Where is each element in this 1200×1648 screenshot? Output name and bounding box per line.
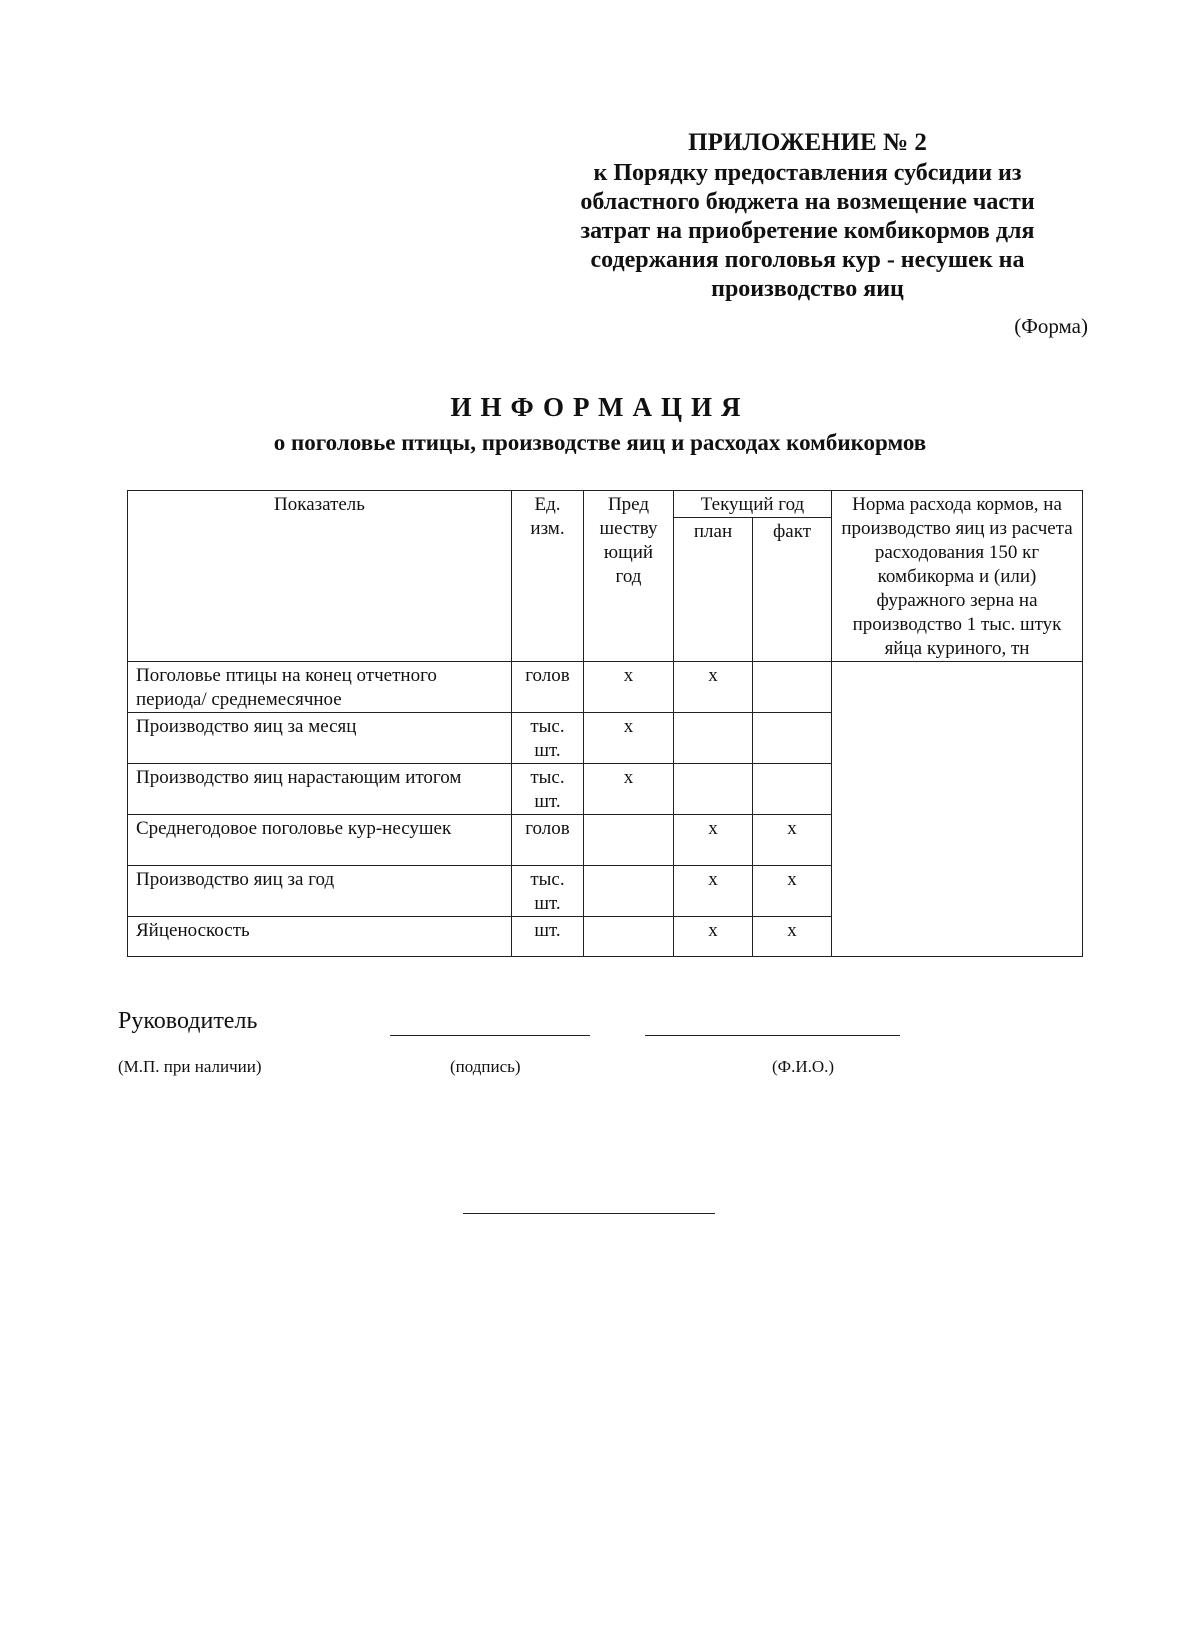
header-plan: план <box>674 518 753 662</box>
row-unit: голов <box>512 815 584 866</box>
row-unit: шт. <box>512 917 584 957</box>
row-plan[interactable] <box>674 764 753 815</box>
row-indicator: Производство яиц за месяц <box>128 713 512 764</box>
header-fact: факт <box>753 518 832 662</box>
row-previous-year[interactable]: x <box>584 662 674 713</box>
header-indicator: Показатель <box>128 491 512 662</box>
annex-header <box>525 128 1090 304</box>
row-unit: тыс. шт. <box>512 713 584 764</box>
row-indicator: Производство яиц нарастающим итогом <box>128 764 512 815</box>
row-previous-year[interactable] <box>584 917 674 957</box>
row-indicator: Яйценоскость <box>128 917 512 957</box>
signature-caption: (подпись) <box>450 1057 521 1076</box>
row-fact[interactable]: x <box>753 917 832 957</box>
norm-value-cell[interactable] <box>832 662 1083 957</box>
row-unit: тыс. шт. <box>512 764 584 815</box>
form-label: (Форма) <box>1014 314 1088 338</box>
row-fact[interactable]: x <box>753 866 832 917</box>
header-norm: Норма расхода кормов, на производство яиц из расчета расходования 150 кг комбикорма и (или) фуражного зерна на производство 1 тыс. штук яйца куриного, тн <box>832 491 1083 662</box>
row-previous-year[interactable] <box>584 866 674 917</box>
signature-line[interactable] <box>390 1035 590 1036</box>
stamp-caption: (М.П. при наличии) <box>118 1057 262 1076</box>
annex-line: затрат на приобретение комбикормов для <box>580 218 1035 244</box>
header-unit: Ед. изм. <box>512 491 584 662</box>
row-unit: тыс. шт. <box>512 866 584 917</box>
annex-title: ПРИЛОЖЕНИЕ № 2 <box>688 129 927 156</box>
annex-line: содержания поголовья кур - несушек на <box>590 247 1025 273</box>
row-plan[interactable]: x <box>674 815 753 866</box>
row-plan[interactable] <box>674 713 753 764</box>
document-title: ИНФОРМАЦИЯ <box>450 392 750 422</box>
row-unit: голов <box>512 662 584 713</box>
row-plan[interactable]: x <box>674 662 753 713</box>
row-indicator: Производство яиц за год <box>128 866 512 917</box>
row-plan[interactable]: x <box>674 866 753 917</box>
manager-label: Руководитель <box>118 1008 258 1034</box>
end-divider <box>463 1213 715 1214</box>
annex-line: областного бюджета на возмещение части <box>580 189 1035 215</box>
annex-line: производство яиц <box>711 276 904 302</box>
row-fact[interactable] <box>753 764 832 815</box>
row-indicator: Среднегодовое поголовье кур-несушек <box>128 815 512 866</box>
document-subtitle: о поголовье птицы, производстве яиц и расходах комбикормов <box>273 430 927 455</box>
row-fact[interactable]: x <box>753 815 832 866</box>
header-previous-year: Пред шеству ющий год <box>584 491 674 662</box>
row-previous-year[interactable]: x <box>584 764 674 815</box>
row-plan[interactable]: x <box>674 917 753 957</box>
name-line[interactable] <box>645 1035 900 1036</box>
header-current-year: Текущий год <box>674 491 832 518</box>
row-previous-year[interactable] <box>584 815 674 866</box>
row-previous-year[interactable]: x <box>584 713 674 764</box>
name-caption: (Ф.И.О.) <box>772 1057 835 1076</box>
table-row <box>128 662 1083 713</box>
annex-line: к Порядку предоставления субсидии из <box>593 160 1022 186</box>
table-header-row <box>128 491 1083 518</box>
info-table <box>127 490 1083 957</box>
row-fact[interactable] <box>753 662 832 713</box>
row-fact[interactable] <box>753 713 832 764</box>
row-indicator: Поголовье птицы на конец отчетного периода/ среднемесячное <box>128 662 512 713</box>
